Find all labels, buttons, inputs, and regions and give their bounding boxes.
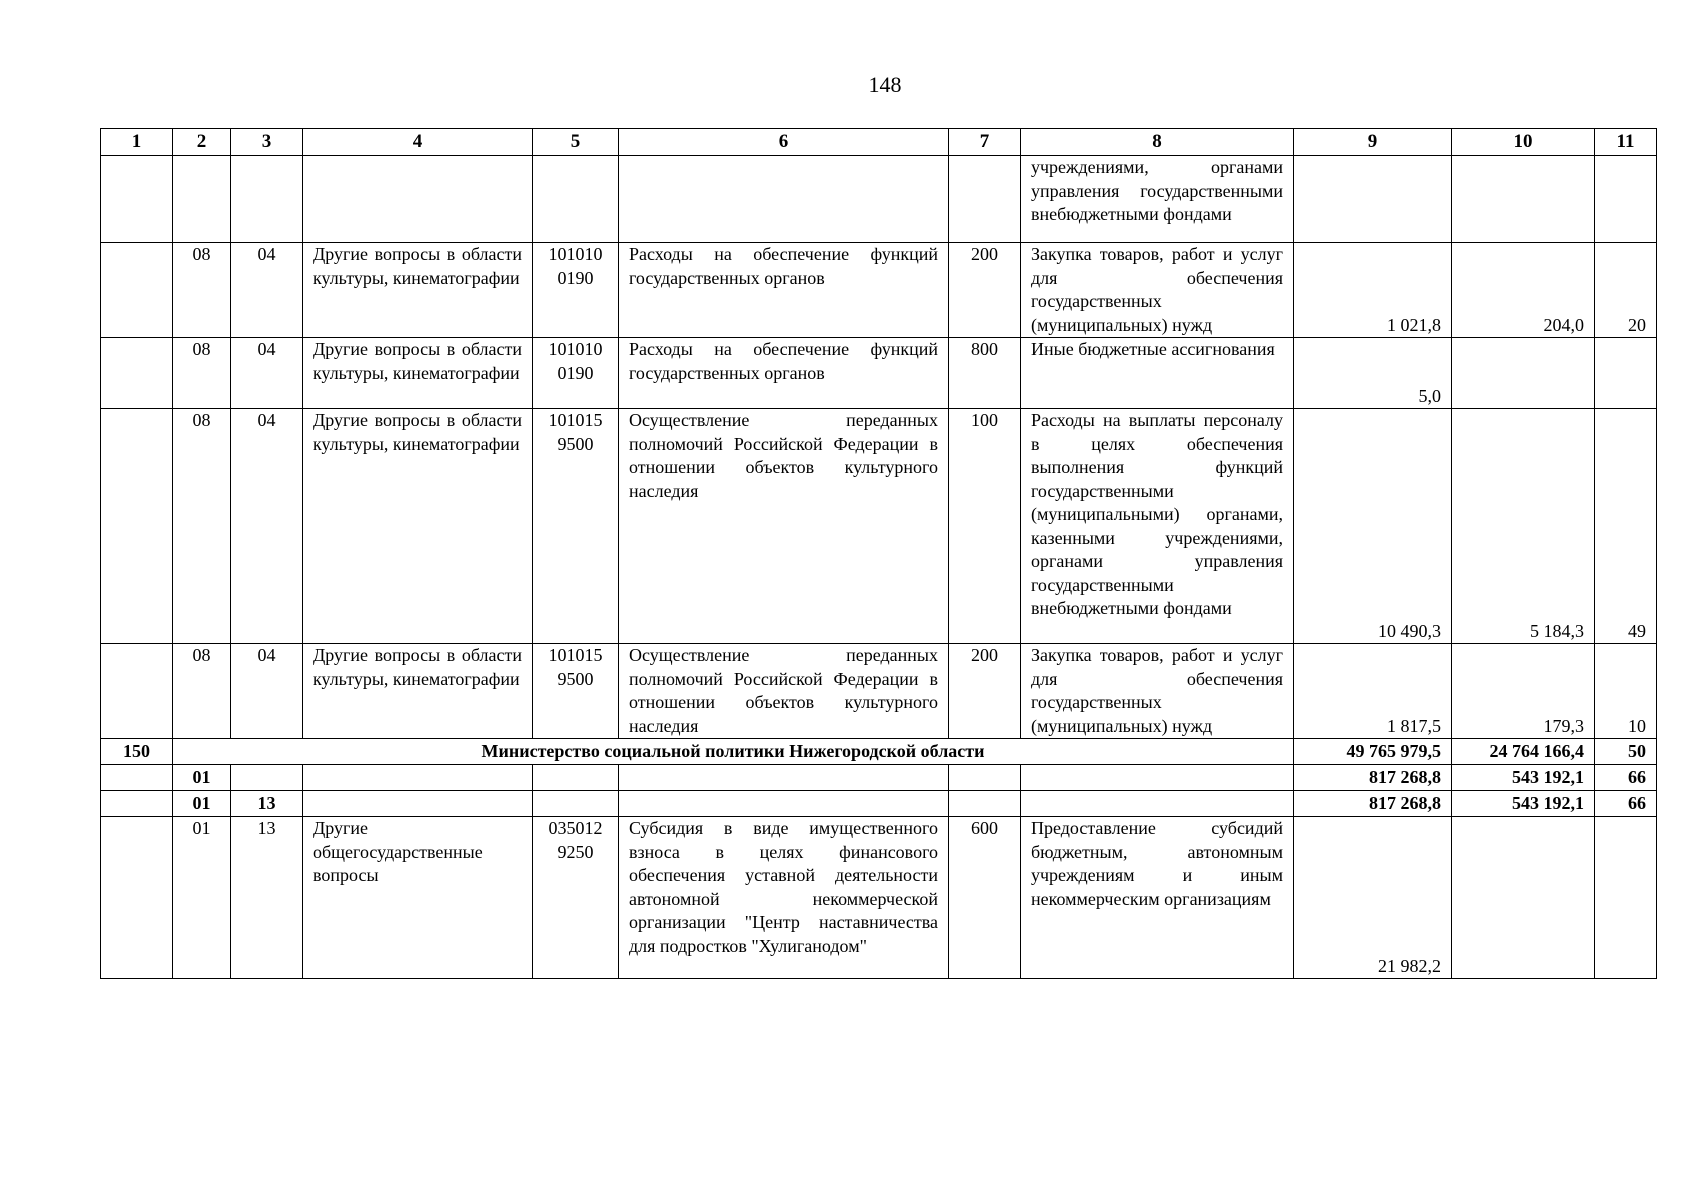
table-cell: 1 021,8 <box>1294 243 1452 338</box>
column-header: 11 <box>1595 129 1657 156</box>
table-cell: 179,3 <box>1452 644 1595 739</box>
table-cell: 21 982,2 <box>1294 817 1452 979</box>
table-cell: 08 <box>173 409 231 644</box>
section-code: 01 <box>173 765 231 791</box>
table-cell: 101010 0190 <box>533 338 619 409</box>
column-header: 10 <box>1452 129 1595 156</box>
column-header: 1 <box>101 129 173 156</box>
table-cell: 08 <box>173 338 231 409</box>
table-cell: учреждениями, органами управления государственными внебюджетными фондами <box>1021 156 1294 243</box>
table-cell: 100 <box>949 409 1021 644</box>
section-total-11: 66 <box>1595 765 1657 791</box>
table-cell: 101015 9500 <box>533 644 619 739</box>
table-header-row <box>101 129 1657 156</box>
table-cell: 08 <box>173 644 231 739</box>
table-cell <box>303 156 533 243</box>
table-cell: 08 <box>173 243 231 338</box>
table-cell <box>1595 156 1657 243</box>
table-cell <box>173 156 231 243</box>
table-cell: 101015 9500 <box>533 409 619 644</box>
page-number: 148 <box>868 72 902 97</box>
table-cell: 10 <box>1595 644 1657 739</box>
table-cell: 04 <box>231 338 303 409</box>
table-cell: 10 490,3 <box>1294 409 1452 644</box>
table-cell: 04 <box>231 243 303 338</box>
section-row <box>101 765 1657 791</box>
table-cell <box>1452 817 1595 979</box>
table-cell: 01 <box>173 817 231 979</box>
table-cell: Закупка товаров, работ и услуг для обеспечения государственных (муниципальных) нужд <box>1021 644 1294 739</box>
table-cell: 04 <box>231 644 303 739</box>
table-cell <box>533 156 619 243</box>
table-cell <box>303 765 533 791</box>
section-total-9: 817 268,8 <box>1294 765 1452 791</box>
table-cell <box>619 791 949 817</box>
subsection-total-9: 817 268,8 <box>1294 791 1452 817</box>
table-cell <box>619 156 949 243</box>
table-cell <box>101 409 173 644</box>
table-cell: 800 <box>949 338 1021 409</box>
table-row <box>101 817 1657 979</box>
table-row <box>101 644 1657 739</box>
table-cell: Расходы на обеспечение функций государственных органов <box>619 338 949 409</box>
table-cell <box>101 765 173 791</box>
column-header: 7 <box>949 129 1021 156</box>
table-cell: Осуществление переданных полномочий Российской Федерации в отношении объектов культурного наследия <box>619 644 949 739</box>
table-cell <box>101 817 173 979</box>
table-row <box>101 156 1657 243</box>
table-row <box>101 243 1657 338</box>
table-cell <box>101 156 173 243</box>
table-cell <box>101 644 173 739</box>
table-cell: 49 <box>1595 409 1657 644</box>
ministry-total-11: 50 <box>1595 739 1657 765</box>
table-row <box>101 409 1657 644</box>
section-total-10: 543 192,1 <box>1452 765 1595 791</box>
subsection-subcode: 13 <box>231 791 303 817</box>
column-header: 4 <box>303 129 533 156</box>
table-cell <box>101 243 173 338</box>
table-cell: 04 <box>231 409 303 644</box>
ministry-code: 150 <box>101 739 173 765</box>
table-cell: 13 <box>231 817 303 979</box>
table-row <box>101 338 1657 409</box>
table-cell: Предоставление субсидий бюджетным, автономным учреждениям и иным некоммерческим организациям <box>1021 817 1294 979</box>
table-cell <box>1452 338 1595 409</box>
table-cell: 1 817,5 <box>1294 644 1452 739</box>
table-cell: Другие вопросы в области культуры, кинематографии <box>303 409 533 644</box>
table-cell: Закупка товаров, работ и услуг для обеспечения государственных (муниципальных) нужд <box>1021 243 1294 338</box>
table-cell <box>1021 765 1294 791</box>
table-cell: Другие вопросы в области культуры, кинематографии <box>303 243 533 338</box>
table-cell: Другие вопросы в области культуры, кинематографии <box>303 644 533 739</box>
subsection-row <box>101 791 1657 817</box>
subsection-total-11: 66 <box>1595 791 1657 817</box>
table-cell <box>1021 791 1294 817</box>
table-cell <box>949 156 1021 243</box>
table-cell <box>1595 817 1657 979</box>
table-cell <box>533 765 619 791</box>
table-cell <box>101 791 173 817</box>
ministry-name: Министерство социальной политики Нижегородской области <box>173 739 1294 765</box>
table-cell: Субсидия в виде имущественного взноса в целях финансового обеспечения уставной деятельности автономной некоммерческой организации "Центр наставничества для подростков "Хулиганодом" <box>619 817 949 979</box>
table-cell: 200 <box>949 644 1021 739</box>
table-cell <box>1452 156 1595 243</box>
table-cell: 600 <box>949 817 1021 979</box>
ministry-row <box>101 739 1657 765</box>
column-header: 2 <box>173 129 231 156</box>
column-header: 9 <box>1294 129 1452 156</box>
table-cell: Расходы на выплаты персоналу в целях обеспечения выполнения функций государственными (муниципальными) органами, казенными учреждениями, органами управления государственными внебюджетными фондами <box>1021 409 1294 644</box>
table-cell <box>101 338 173 409</box>
budget-table <box>100 128 1657 979</box>
table-cell: 5 184,3 <box>1452 409 1595 644</box>
table-cell: Осуществление переданных полномочий Российской Федерации в отношении объектов культурного наследия <box>619 409 949 644</box>
table-cell: 101010 0190 <box>533 243 619 338</box>
table-cell: Другие общегосударственные вопросы <box>303 817 533 979</box>
column-header: 5 <box>533 129 619 156</box>
column-header: 8 <box>1021 129 1294 156</box>
table-cell <box>619 765 949 791</box>
column-header: 6 <box>619 129 949 156</box>
table-cell: 204,0 <box>1452 243 1595 338</box>
table-cell <box>231 765 303 791</box>
table-cell: 5,0 <box>1294 338 1452 409</box>
table-cell <box>533 791 619 817</box>
ministry-total-9: 49 765 979,5 <box>1294 739 1452 765</box>
table-cell <box>231 156 303 243</box>
table-cell: 20 <box>1595 243 1657 338</box>
ministry-total-10: 24 764 166,4 <box>1452 739 1595 765</box>
table-cell <box>303 791 533 817</box>
table-cell <box>1595 338 1657 409</box>
table-cell: Иные бюджетные ассигнования <box>1021 338 1294 409</box>
table-cell: 035012 9250 <box>533 817 619 979</box>
column-header: 3 <box>231 129 303 156</box>
table-cell: 200 <box>949 243 1021 338</box>
table-cell <box>949 791 1021 817</box>
table-cell: Другие вопросы в области культуры, кинематографии <box>303 338 533 409</box>
table-cell: Расходы на обеспечение функций государственных органов <box>619 243 949 338</box>
subsection-code: 01 <box>173 791 231 817</box>
subsection-total-10: 543 192,1 <box>1452 791 1595 817</box>
table-cell <box>1294 156 1452 243</box>
table-cell <box>949 765 1021 791</box>
